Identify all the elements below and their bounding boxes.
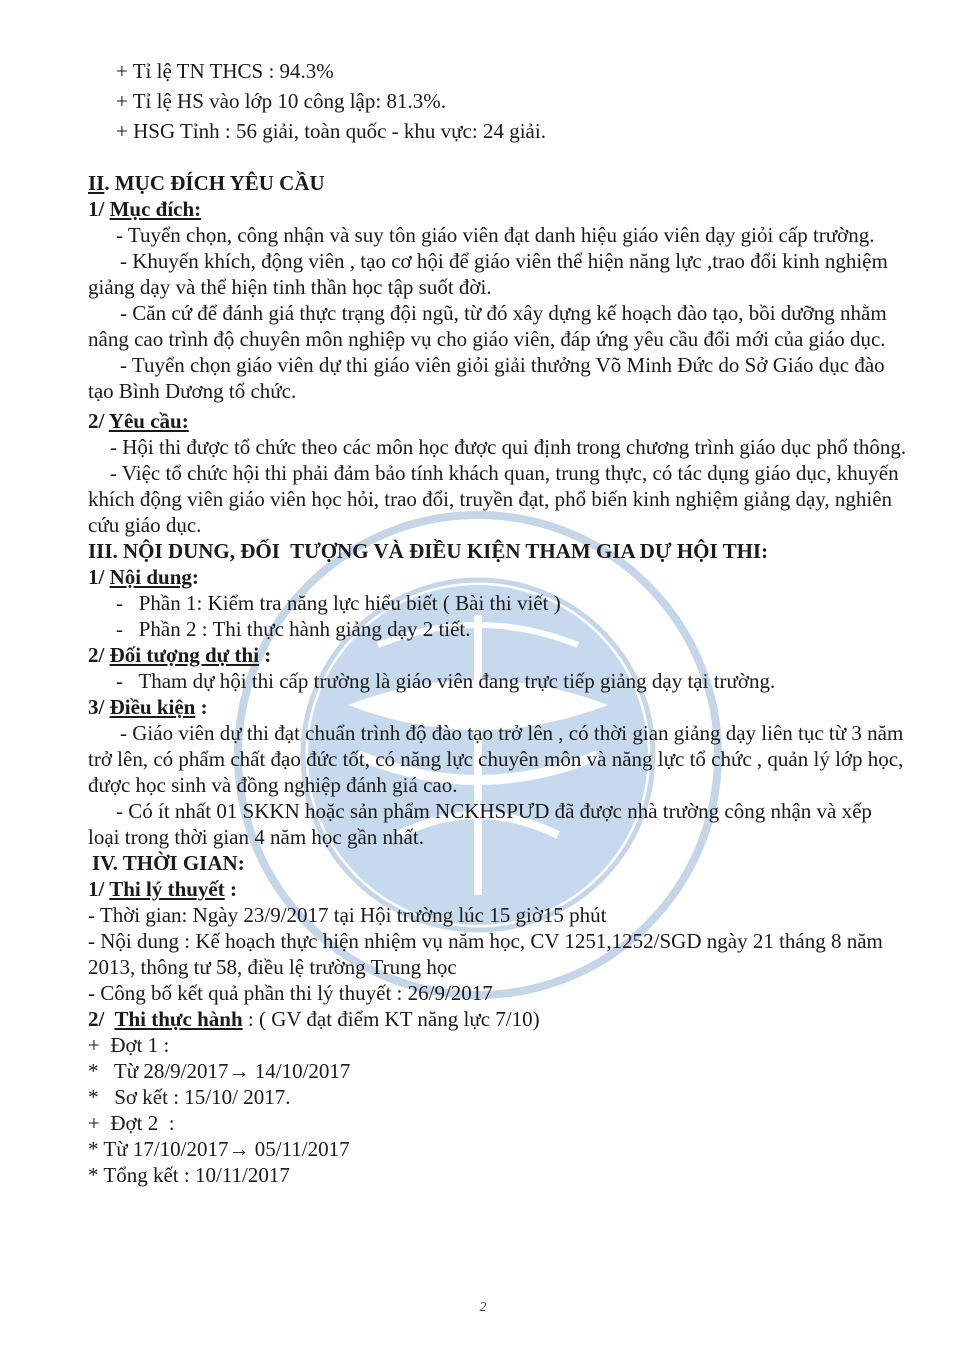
subsection-number: 2/ xyxy=(88,643,110,667)
target-item: - Tham dự hội thi cấp trường là giáo viên đang trực tiếp giảng dạy tại trường. xyxy=(116,669,776,693)
requirement-item: - Hội thi được tổ chức theo các môn học được qui định trong chương trình giáo dục phổ thông. xyxy=(110,435,907,459)
practice-item: + Đợt 1 : xyxy=(88,1033,170,1057)
subsection-title: Thi thực hành xyxy=(114,1007,243,1031)
requirement-item: - Việc tổ chức hội thi phải đảm bảo tính khách quan, trung thực, có tác dụng giáo dục, khuyến khích động viên giáo viên học hỏi, trao đổi, truyền đạt, phổ biến kinh nghiệm giảng dạy, nghiên cứu giáo dục. xyxy=(88,461,899,537)
stats-list xyxy=(88,58,908,144)
subsection-number: 1/ xyxy=(88,877,110,901)
subsection-number: 1/ xyxy=(88,197,110,221)
stat-line: + Tỉ lệ HS vào lớp 10 công lập: 81.3%. xyxy=(116,89,446,113)
subsection-title: Điều kiện xyxy=(109,695,196,719)
purpose-item: - Khuyến khích, động viên , tạo cơ hội để giáo viên thể hiện năng lực ,trao đổi kinh nghiệm giảng dạy và thể hiện tinh thần học tập suốt đời. xyxy=(88,249,888,299)
section-4-heading: IV. THỜI GIAN: xyxy=(92,851,245,875)
section-2-heading xyxy=(88,170,908,196)
subsection-note: : ( GV đạt điểm KT năng lực 7/10) xyxy=(242,1007,540,1031)
subsection-title: Yêu cầu: xyxy=(108,409,189,433)
stat-line: + Tỉ lệ TN THCS : 94.3% xyxy=(116,59,334,83)
subsection-number: 2/ xyxy=(88,1007,115,1031)
stat-line: + HSG Tỉnh : 56 giải, toàn quốc - khu vực: 24 giải. xyxy=(116,119,546,143)
subsection-requirements-heading xyxy=(88,408,908,434)
document-body xyxy=(88,58,908,1188)
practice-item: * Tổng kết : 10/11/2017 xyxy=(88,1163,290,1187)
section-2-title: . MỤC ĐÍCH YÊU CẦU xyxy=(104,171,325,195)
subsection-target-heading xyxy=(88,642,908,668)
theory-item: - Công bố kết quả phần thi lý thuyết : 26/9/2017 xyxy=(88,981,493,1005)
practice-item: + Đợt 2 : xyxy=(88,1111,175,1135)
condition-item: - Có ít nhất 01 SKKN hoặc sản phẩm NCKHSPƯD đã được nhà trường công nhận và xếp loại trong thời gian 4 năm học gần nhất. xyxy=(88,799,872,849)
subsection-colon: : xyxy=(224,877,237,901)
subsection-content-heading xyxy=(88,564,908,590)
practice-item: * Sơ kết : 15/10/ 2017. xyxy=(88,1085,291,1109)
subsection-title: Mục đích: xyxy=(109,197,202,221)
subsection-title: Thi lý thuyết xyxy=(109,877,225,901)
theory-item: - Thời gian: Ngày 23/9/2017 tại Hội trường lúc 15 giờ15 phút xyxy=(88,903,607,927)
purpose-item: - Tuyển chọn, công nhận và suy tôn giáo viên đạt danh hiệu giáo viên dạy giỏi cấp trường. xyxy=(116,223,875,247)
subsection-conditions-heading xyxy=(88,694,908,720)
subsection-number: 2/ xyxy=(88,409,109,433)
condition-item: - Giáo viên dự thi đạt chuẩn trình độ đào tạo trở lên , có thời gian giảng dạy liên tục từ 3 năm trở lên, có phẩm chất đạo đức tốt, có năng lực chuyên môn và năng lực tổ chức , quản lý lớp học, được học sinh và đồng nghiệp đánh giá cao. xyxy=(88,721,904,797)
theory-item: - Nội dung : Kế hoạch thực hiện nhiệm vụ năm học, CV 1251,1252/SGD ngày 21 tháng 8 năm 2013, thông tư 58, điều lệ trường Trung học xyxy=(88,929,883,979)
section-3-heading: III. NỘI DUNG, ĐỐI TƯỢNG VÀ ĐIỀU KIỆN THAM GIA DỰ HỘI THI: xyxy=(88,539,769,563)
subsection-number: 3/ xyxy=(88,695,110,719)
subsection-theory-heading xyxy=(88,876,908,902)
subsection-number: 1/ xyxy=(88,565,110,589)
subsection-colon: : xyxy=(191,565,199,589)
content-item: - Phần 2 : Thi thực hành giảng dạy 2 tiết. xyxy=(116,617,471,641)
purpose-item: - Căn cứ để đánh giá thực trạng đội ngũ, từ đó xây dựng kế hoạch đào tạo, bồi dưỡng nhằm nâng cao trình độ chuyên môn nghiệp vụ cho giáo viên, đáp ứng yêu cầu đổi mới của giáo dục. xyxy=(88,301,887,351)
purpose-item: - Tuyển chọn giáo viên dự thi giáo viên giỏi giải thưởng Võ Minh Đức do Sở Giáo dục đào tạo Bình Dương tổ chức. xyxy=(88,353,885,403)
practice-item: * Từ 17/10/2017→ 05/11/2017 xyxy=(88,1137,350,1161)
page-number: 2 xyxy=(479,1300,487,1315)
subsection-colon: : xyxy=(195,695,208,719)
subsection-purpose-heading xyxy=(88,196,908,222)
content-item: - Phần 1: Kiểm tra năng lực hiểu biết ( Bài thi viết ) xyxy=(116,591,561,615)
subsection-colon: : xyxy=(259,643,272,667)
subsection-title: Đối tượng dự thi xyxy=(109,643,260,667)
section-2-roman: II xyxy=(88,171,105,195)
subsection-title: Nội dung xyxy=(109,565,192,589)
practice-item: * Từ 28/9/2017→ 14/10/2017 xyxy=(88,1059,351,1083)
subsection-practice-heading xyxy=(88,1006,908,1032)
